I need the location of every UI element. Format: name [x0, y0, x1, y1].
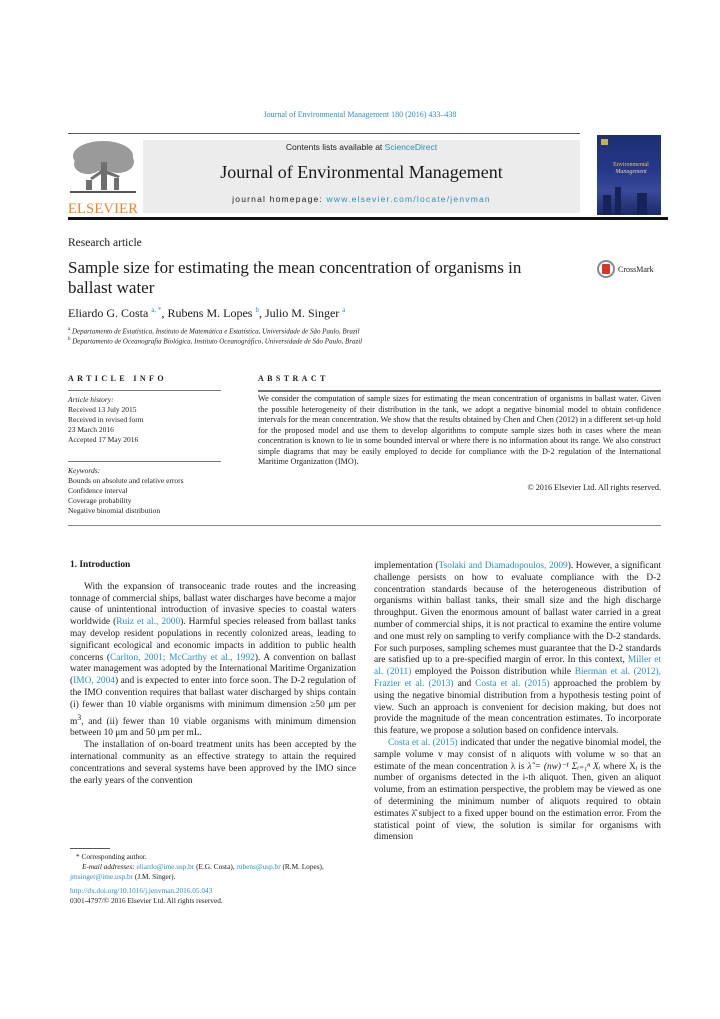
text-run: implementation ( [374, 561, 439, 571]
elsevier-wordmark: ELSEVIER [68, 201, 139, 217]
article-history [68, 395, 228, 445]
author-affiliation-mark[interactable]: b [255, 306, 259, 314]
email-link[interactable]: rubens@usp.br [236, 862, 281, 871]
doi-block [70, 886, 223, 906]
doi-link[interactable]: http://dx.doi.org/10.1016/j.jenvman.2016.05.043 [70, 886, 213, 895]
contents-prefix: Contents lists available at [285, 142, 385, 152]
email-owner: (R.M. Lopes), [280, 862, 324, 871]
cover-building-shape [637, 193, 647, 215]
journal-title: Journal of Environmental Management [220, 162, 503, 182]
corresponding-author-note: * Corresponding author. [76, 852, 147, 861]
cover-title-line2: Management [615, 169, 647, 175]
text-run: , and (ii) fewer than 10 viable organisms with minimum dimension between 10 μm and 50 μm per mL. [70, 716, 356, 739]
text-run: With the expansion of transoceanic trade routes and the increasing tonnage of commercial ships, ballast water discharges have become a major cause of unintentional introduction of invasive species to coastal waters worldwide ( [70, 581, 356, 628]
keyword: Confidence interval [68, 486, 128, 495]
citation-link[interactable]: Miller et al. (2011) [374, 655, 661, 678]
superscript: 3 [77, 712, 82, 722]
keywords [68, 466, 238, 516]
paragraph: The installation of on-board treatment units has been accepted by the international community as an effective strategy to attain the required concentrations and several systems have been approved by the IMO since the early years of the convention [70, 740, 356, 786]
elsevier-tree-icon [68, 138, 138, 196]
homepage-line [143, 194, 580, 204]
paragraph [374, 561, 661, 738]
text-run: ). A convention on ballast water management was adopted by the International Maritime Organization ( [70, 652, 356, 687]
divider [68, 525, 661, 526]
affiliation-text: Departamento de Estatística, Instituto de Matemática e Estatística, Universidade de São Paulo, Brazil [71, 327, 360, 336]
citation-link[interactable]: Costa et al. (2015) [475, 678, 550, 689]
journal-cover-thumbnail[interactable] [597, 135, 661, 215]
history-item: Accepted 17 May 2016 [68, 435, 139, 444]
text-run: employed the Poisson distribution while [411, 667, 575, 678]
divider [258, 390, 661, 392]
history-item: 23 March 2016 [68, 425, 114, 434]
author-name[interactable]: Eliardo G. Costa [68, 306, 149, 320]
keyword: Negative binomial distribution [68, 506, 161, 515]
keyword: Bounds on absolute and relative errors [68, 476, 184, 485]
citation-link[interactable]: IMO, 2004 [73, 676, 115, 687]
paragraph [70, 582, 356, 740]
author-name[interactable]: Julio M. Singer [264, 306, 340, 320]
citation-link[interactable]: Costa et al. (2015) [388, 737, 458, 748]
citation-link[interactable]: Ruiz et al., 2000 [116, 617, 181, 628]
homepage-link[interactable]: www.elsevier.com/locate/jenvman [326, 194, 491, 204]
article-info-heading: ARTICLE INFO [68, 374, 167, 383]
crossmark-label: CrossMark [618, 264, 654, 274]
article-type: Research article [68, 237, 142, 249]
affiliation [68, 337, 362, 345]
article-title: Sample size for estimating the mean concentration of organisms in ballast water [68, 258, 522, 297]
affiliation-mark: a [68, 327, 71, 332]
cover-publisher-icon [601, 139, 608, 145]
history-label: Article history: [68, 395, 114, 404]
divider [68, 390, 221, 391]
keywords-label: Keywords: [68, 466, 101, 475]
divider [68, 461, 221, 462]
affiliation-text: Departamento de Oceanografia Biológica, Instituto Oceanográfico, Universidade de São Paulo, Brazil [72, 337, 363, 346]
cover-title-line1: Environmental [613, 162, 649, 168]
citation-link[interactable]: Carlton, 2001; McCarthy et al., 1992 [110, 652, 255, 663]
text-run: indicated that under the negative binomial model, the sample volume v may consist of n aliquots with volume w so that an estimate of the mean concentration λ is [374, 737, 661, 772]
abstract-copyright: © 2016 Elsevier Ltd. All rights reserved. [527, 483, 661, 492]
citation-link[interactable]: Bierman et al. (2012), Frazier et al. (2013) [374, 667, 662, 689]
text-run: ) and is expected to enter into force soon. The D-2 regulation of the IMO convention requires that ballast water discharged by ships contain (i) fewer than 10 viable organisms with minimum dimension ≥50 μm per m [70, 676, 357, 727]
history-item: Received 13 July 2015 [68, 405, 137, 414]
abstract-text: We consider the computation of sample sizes for estimating the mean concentration of organisms in ballast water. Given the possible heterogeneity of their distribution in the tank, we adopt a negative binomial model to obtain confidence intervals for the mean concentration. We show that the results obtained by Chen and Chen (2012) in a different set-up hold for the proposed model and use them to develop algorithms to compute sample sizes both in cases where the mean concentration is known to lie in some bounded interval or where there is no information about its range. We also construct simple diagrams that may be easily employed to decide for compliance with the D-2 regulation of the International Maritime Organization (IMO). [258, 394, 661, 466]
author-affiliation-mark[interactable]: a, * [151, 306, 162, 314]
footnote [70, 852, 360, 882]
text-run: approached the problem by using the negative binomial distribution from a hypothesis testing point of view. Such an approach is convenient for decision making, but does not provide the magnitude of the mean concentration estimates. To incorporate this feature, we propose a solution based on confidence intervals. [374, 678, 661, 737]
author-list: Eliardo G. Costa $^{a, *}$, Rubens M. Lopes $^b$, Julio M. Singer $^a$ [68, 306, 346, 320]
section-heading: 1. Introduction [70, 560, 131, 570]
contents-line [143, 142, 580, 152]
cover-title [601, 162, 661, 176]
email-label: E-mail addresses: [82, 862, 137, 871]
keyword: Coverage probability [68, 496, 132, 505]
body-column-right [374, 561, 661, 844]
author-name[interactable]: Rubens M. Lopes [167, 306, 253, 320]
affiliation-mark: b [68, 337, 71, 342]
journal-masthead [143, 140, 580, 213]
citation-link[interactable]: Tsolaki and Diamadopoulos, 2009 [438, 561, 568, 571]
abstract-heading: ABSTRACT [258, 374, 329, 383]
paragraph [374, 738, 661, 844]
text-run: where Xᵢ is the number of organisms detected in the i-th aliquot. Then, given an aliquot volume, from an estimation perspective, the problem may be viewed as one of determining the minimum number of aliquots required to obtain estimates λ̂ subject to a fixed upper bound on the estimation error. From the statistical point of view, the solution is similar for organisms with dimension [374, 761, 661, 843]
math-formula: λ̂ = (nw)⁻¹ Σᵢ₌₁ⁿ Xᵢ [527, 761, 601, 772]
cover-building-shape [603, 195, 611, 215]
body-column-left [70, 560, 356, 787]
crossmark-button[interactable] [597, 260, 654, 278]
affiliation [68, 327, 360, 335]
issn-line: 0301-4797/© 2016 Elsevier Ltd. All rights reserved. [70, 896, 223, 905]
email-line [70, 862, 360, 882]
header-thick-rule [68, 217, 668, 220]
journal-citation-link[interactable]: Journal of Environmental Management 180 (2016) 433–438 [263, 110, 457, 119]
cover-building-shape [615, 187, 621, 215]
header-rule [68, 133, 580, 134]
email-owner: (J.M. Singer). [133, 872, 176, 881]
author-affiliation-mark[interactable]: a [342, 306, 346, 314]
crossmark-icon [597, 260, 615, 278]
elsevier-logo[interactable] [68, 138, 138, 216]
text-run: and [453, 678, 476, 689]
text-run: ). Harmful species released from ballast tanks may develop resident populations in recently colonized areas, leading to significant ecological and economic impacts in addition to public health concerns ( [70, 617, 356, 663]
history-item: Received in revised form [68, 415, 144, 424]
email-link[interactable]: eliardo@ime.usp.br [136, 862, 195, 871]
email-owner: (E.G. Costa), [194, 862, 237, 871]
homepage-prefix: journal homepage: [232, 194, 327, 204]
sciencedirect-link[interactable]: ScienceDirect [384, 142, 438, 152]
email-link[interactable]: jmsinger@ime.usp.br [70, 872, 134, 881]
text-run: ). However, a significant challenge persists on how to evaluate compliance with the D-2 concentration standards because of the heterogeneous distribution of organisms within ballast tanks, their small size and the high discharge throughput. Given the enormous amount of ballast water carried in a great number of commercial ships, it is not practical to examine the entire volume and one must rely on sampling to verify compliance with the D-2 standards. For such purposes, sampling schemes must guarantee that the D-2 standards are satisfied up to a pre-specified margin of error. In this context, [374, 561, 662, 666]
footnote-rule [70, 848, 110, 849]
